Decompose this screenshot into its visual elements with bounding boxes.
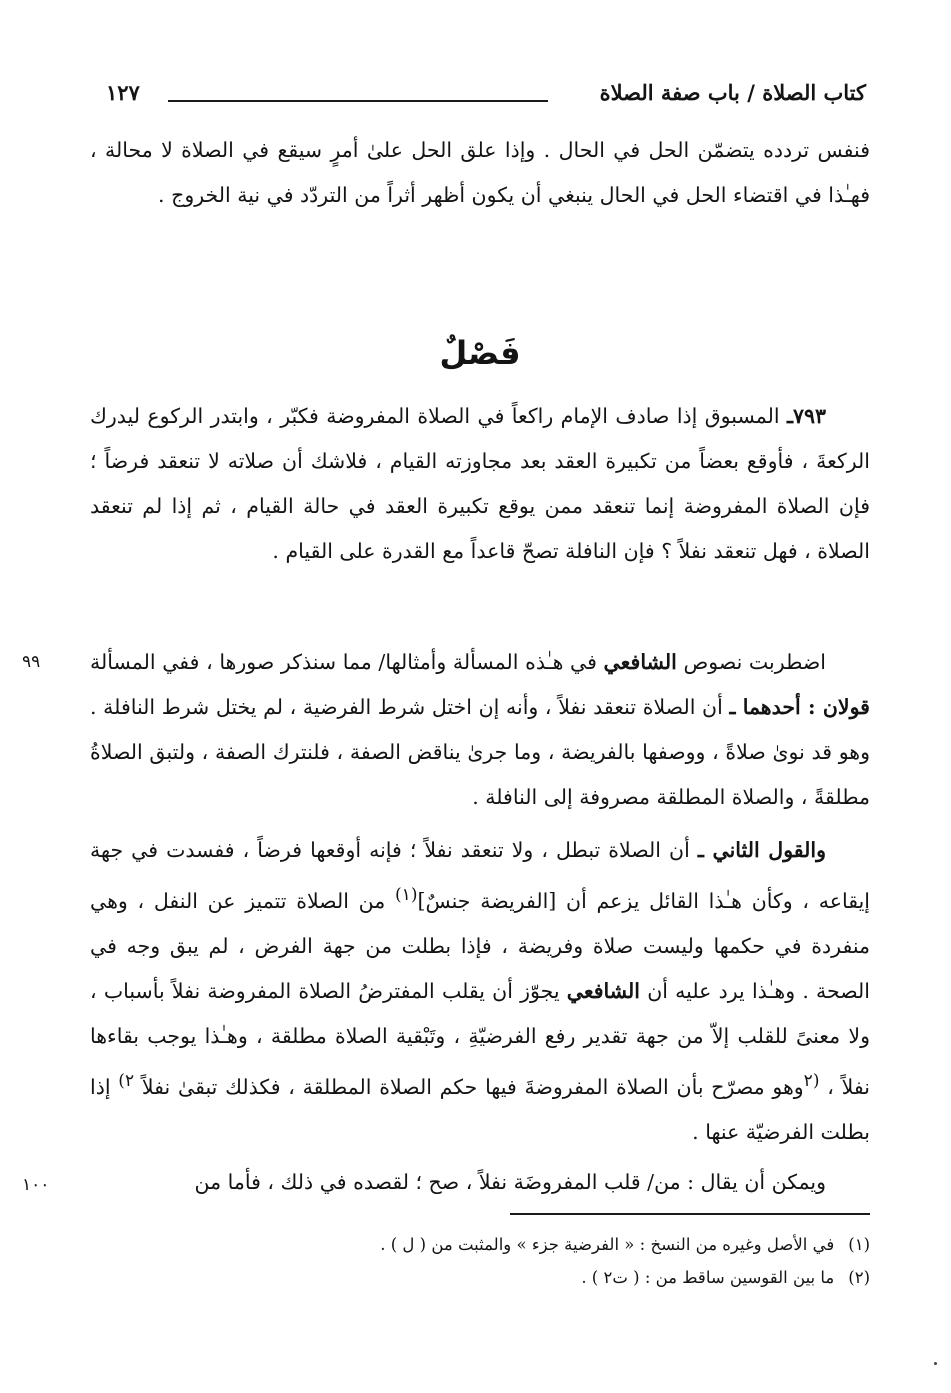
- paragraph-text: إذا بطلت الفرضيّة عنها .: [90, 1074, 870, 1144]
- paragraph-text: وهو مصرّح بأن الصلاة المفروضةَ فيها حكم الصلاة المطلقة ، فكذلك تبقىٰ نفلاً: [134, 1074, 804, 1099]
- section-heading: فَصْلٌ: [439, 334, 521, 372]
- scan-speck: [934, 1362, 937, 1365]
- margin-page-marker: ٩٩: [22, 652, 41, 672]
- header-rule: [168, 100, 548, 102]
- scholar-name: الشافعي: [603, 650, 677, 674]
- footnote-ref: (٢: [803, 1070, 820, 1091]
- paragraph-text: المسبوق إذا صادف الإمام راكعاً في الصلاة المفروضة فكبّر ، وابتدر الركوع ليدرك الركعةَ ، فأوقع بعضاً من تكبيرة العقد بعد مجاوزته القيام ، فلاشك أن صلاته لا تنعقد فرضاً ؛ فإن الصلاة المفروضة إنما تنعقد ممن يوقع تكبيرة العقد في حالة القيام ، ثم إذا لم تنعقد الصلاة ، فهل تنعقد نفلاً ؟ فإن النافلة تصحّ قاعداً مع القدرة على القيام .: [90, 404, 870, 563]
- footnote-item: [300, 1261, 870, 1294]
- footnote-item: [300, 1228, 870, 1261]
- footnote-text: ما بين القوسين ساقط من : ( ت٢ ) .: [581, 1268, 835, 1287]
- footnote-number: (١): [848, 1235, 870, 1254]
- paragraph-text: أن الصلاة تنعقد نفلاً ، وأنه إن اختل شرط الفرضية ، لم يختل شرط النافلة . وهو قد نوىٰ صلاةً ، ووصفها بالفريضة ، وما جرىٰ يناقض الصفة ، فلنترك الصفة ، ولتبق الصلاةُ مطلقةً ، والصلاة المطلقة مصروفة إلى النافلة .: [90, 695, 870, 809]
- footnote-separator: [510, 1213, 870, 1215]
- paragraph-text: فنفس تردده يتضمّن الحل في الحال . وإذا علق الحل علىٰ أمرٍ سيقع في الصلاة لا محالة ، فهـٰذا في اقتضاء الحل في الحال ينبغي أن يكون أظهر أثراً من التردّد في نية الخروج .: [90, 138, 870, 207]
- section-heading-ornament: [425, 322, 535, 384]
- paragraph-issue-793: [90, 394, 870, 574]
- scholar-name: الشافعي: [566, 978, 641, 1003]
- bold-phrase: والقول الثاني ـ: [697, 838, 826, 862]
- page-number: ١٢٧: [106, 80, 140, 105]
- chapter-title: كتاب الصلاة / باب صفة الصلاة: [599, 80, 866, 105]
- paragraph-continuation: [90, 128, 870, 218]
- paragraph-text: اضطربت نصوص: [676, 650, 826, 674]
- running-header: [96, 76, 866, 116]
- paragraph-text: من الصلاة تتميز عن النفل ، وهي منفردة في حكمها وليست صلاة وفريضة ، فإذا بطلت من جهة الفرض ، لم يبق وجه في الصحة . وهـٰذا يرد عليه أن: [90, 888, 870, 1003]
- footnote-number: (٢): [848, 1268, 870, 1287]
- footnote-ref: (١): [394, 885, 418, 905]
- paragraph-final: [90, 1160, 870, 1205]
- paragraph-text: أن الصلاة تبطل ، ولا تنعقد نفلاً ؛ فإنه أوقعها فرضاً ، ففسدت في جهة إيقاعه ، وكأن هـٰذا القائل يزعم أن [الفريضة جنسٌ]: [90, 838, 870, 913]
- paragraph-text: يجوّز أن يقلب المفترضُ الصلاة المفروضة نفلاً بأسباب ، ولا معنىً للقلب إلاّ من جهة تقدير رفع الفرضيّةِ ، وتَبْقية الصلاة مطلقة ، وهـٰذا يوجب بقاءها نفلاً ،: [90, 978, 870, 1099]
- paragraph-shafii-texts: [90, 640, 870, 820]
- paragraph-second-view: [90, 828, 870, 1155]
- bold-phrase: قولان : أحدهما ـ: [729, 695, 870, 719]
- paragraph-text: ويمكن أن يقال : من/ قلب المفروضَة نفلاً ، صح ؛ لقصده في ذلك ، فأما من: [194, 1170, 826, 1194]
- footnotes: [300, 1228, 870, 1294]
- paragraph-text: في هـٰذه المسألة وأمثالها/ مما سنذكر صورها ، ففي المسألة: [90, 650, 604, 674]
- footnote-text: في الأصل وغيره من النسخ : « الفرضية جزء » والمثبت من ( ل ) .: [380, 1235, 835, 1254]
- footnote-ref: ٢): [118, 1070, 135, 1091]
- margin-page-marker: ١٠٠: [22, 1175, 50, 1195]
- issue-number: ٧٩٣ـ: [786, 404, 826, 428]
